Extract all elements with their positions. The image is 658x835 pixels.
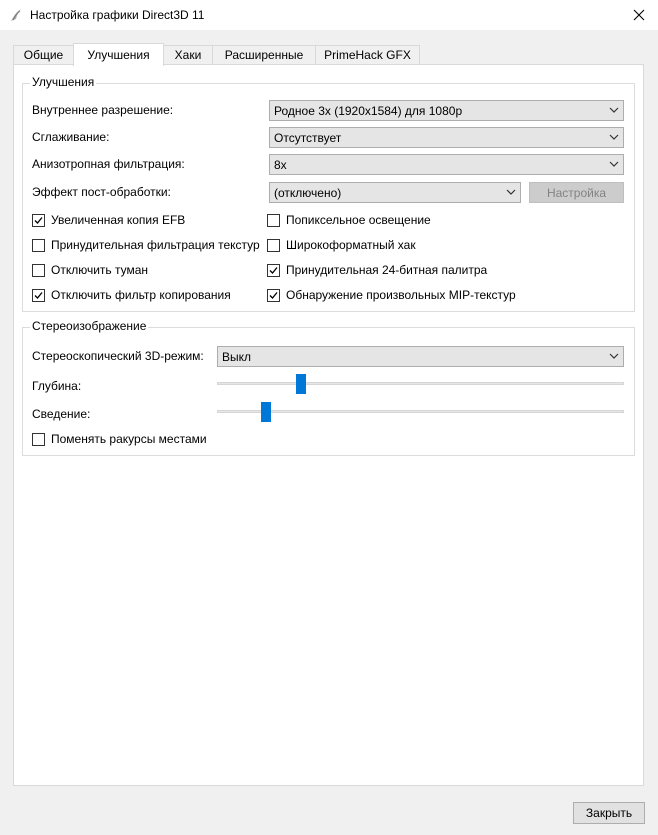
- checkmark-icon: [269, 266, 278, 275]
- checkbox-label: Принудительная фильтрация текстур: [51, 238, 260, 252]
- slider-track[interactable]: [217, 382, 624, 385]
- post-processing-select[interactable]: [269, 182, 521, 203]
- stereo-mode-value: Выкл: [222, 350, 252, 364]
- tab-label: PrimeHack GFX: [324, 48, 411, 62]
- anisotropic-value: 8x: [274, 158, 287, 172]
- slider-thumb[interactable]: [296, 374, 306, 394]
- checkbox-box[interactable]: [267, 264, 280, 277]
- checkbox-label: Увеличенная копия EFB: [51, 213, 186, 227]
- close-icon: [633, 9, 645, 21]
- stereoscopy-group-title: Стереоизображение: [32, 319, 147, 333]
- window-close-button[interactable]: [620, 0, 658, 30]
- post-processing-config-button[interactable]: [529, 182, 624, 203]
- checkbox-box[interactable]: [32, 239, 45, 252]
- checkbox-label: Отключить фильтр копирования: [51, 288, 231, 302]
- checkbox-force-texture-filtering[interactable]: [32, 237, 260, 253]
- antialiasing-select[interactable]: [269, 127, 624, 148]
- depth-slider[interactable]: [217, 374, 624, 394]
- checkbox-label: Поменять ракурсы местами: [51, 432, 207, 446]
- depth-label: Глубина:: [32, 379, 82, 393]
- checkbox-arbitrary-mipmap-detection[interactable]: [267, 287, 516, 303]
- antialiasing-label: Сглаживание:: [32, 130, 110, 144]
- tab-label: Хаки: [174, 48, 202, 62]
- tab-label: Улучшения: [87, 48, 150, 62]
- window-title: Настройка графики Direct3D 11: [30, 8, 205, 22]
- internal-resolution-select[interactable]: [269, 100, 624, 121]
- checkbox-disable-fog[interactable]: [32, 262, 148, 278]
- checkbox-label: Обнаружение произвольных MIP-текстур: [286, 288, 516, 302]
- convergence-slider[interactable]: [217, 402, 624, 422]
- convergence-label: Сведение:: [32, 407, 91, 421]
- tab-enhancements[interactable]: [73, 43, 164, 66]
- checkbox-box[interactable]: [32, 214, 45, 227]
- antialiasing-value: Отсутствует: [274, 131, 342, 145]
- slider-track[interactable]: [217, 410, 624, 413]
- chevron-down-icon: [609, 160, 619, 168]
- stereo-mode-label: Стереоскопический 3D-режим:: [32, 349, 204, 363]
- tab-primehack-gfx[interactable]: [315, 45, 420, 64]
- checkbox-box[interactable]: [32, 289, 45, 302]
- checkbox-swap-eyes[interactable]: [32, 431, 207, 447]
- tab-panel-enhancements: [13, 64, 644, 786]
- checkbox-label: Принудительная 24-битная палитра: [286, 263, 488, 277]
- checkbox-disable-copy-filter[interactable]: [32, 287, 231, 303]
- checkbox-box[interactable]: [267, 214, 280, 227]
- slider-thumb[interactable]: [261, 402, 271, 422]
- checkbox-force-24bit-color[interactable]: [267, 262, 487, 278]
- title-bar: [0, 0, 658, 30]
- internal-resolution-value: Родное 3x (1920x1584) для 1080p: [274, 104, 463, 118]
- tab-general[interactable]: [13, 45, 74, 64]
- anisotropic-select[interactable]: [269, 154, 624, 175]
- enhancements-group: [22, 75, 635, 312]
- checkbox-label: Отключить туман: [51, 263, 149, 277]
- checkbox-box[interactable]: [267, 239, 280, 252]
- close-dialog-label: Закрыть: [585, 806, 633, 820]
- checkbox-box[interactable]: [32, 433, 45, 446]
- internal-resolution-label: Внутреннее разрешение:: [32, 103, 174, 117]
- checkmark-icon: [34, 291, 43, 300]
- dolphin-app-icon: [8, 7, 24, 23]
- checkmark-icon: [34, 216, 43, 225]
- config-button-label: Настройка: [546, 185, 607, 200]
- enhancements-group-title: Улучшения: [32, 75, 95, 89]
- anisotropic-label: Анизотропная фильтрация:: [32, 157, 185, 171]
- chevron-down-icon: [609, 352, 619, 360]
- stereoscopy-group: [22, 319, 635, 456]
- checkbox-label: Широкоформатный хак: [286, 238, 416, 252]
- checkbox-per-pixel-lighting[interactable]: [267, 212, 431, 228]
- tab-hacks[interactable]: [163, 45, 213, 64]
- tab-advanced[interactable]: [212, 45, 316, 64]
- checkbox-box[interactable]: [267, 289, 280, 302]
- checkmark-icon: [269, 291, 278, 300]
- tab-label: Расширенные: [224, 48, 304, 62]
- close-dialog-button[interactable]: [573, 802, 645, 824]
- chevron-down-icon: [506, 188, 516, 196]
- chevron-down-icon: [609, 106, 619, 114]
- tab-label: Общие: [23, 48, 64, 62]
- checkbox-box[interactable]: [32, 264, 45, 277]
- checkbox-label: Попиксельное освещение: [286, 213, 431, 227]
- post-processing-value: (отключено): [274, 186, 342, 200]
- chevron-down-icon: [609, 133, 619, 141]
- checkbox-widescreen-hack[interactable]: [267, 237, 416, 253]
- checkbox-scaled-efb-copy[interactable]: [32, 212, 185, 228]
- stereo-mode-select[interactable]: [217, 346, 624, 367]
- post-processing-label: Эффект пост-обработки:: [32, 185, 171, 199]
